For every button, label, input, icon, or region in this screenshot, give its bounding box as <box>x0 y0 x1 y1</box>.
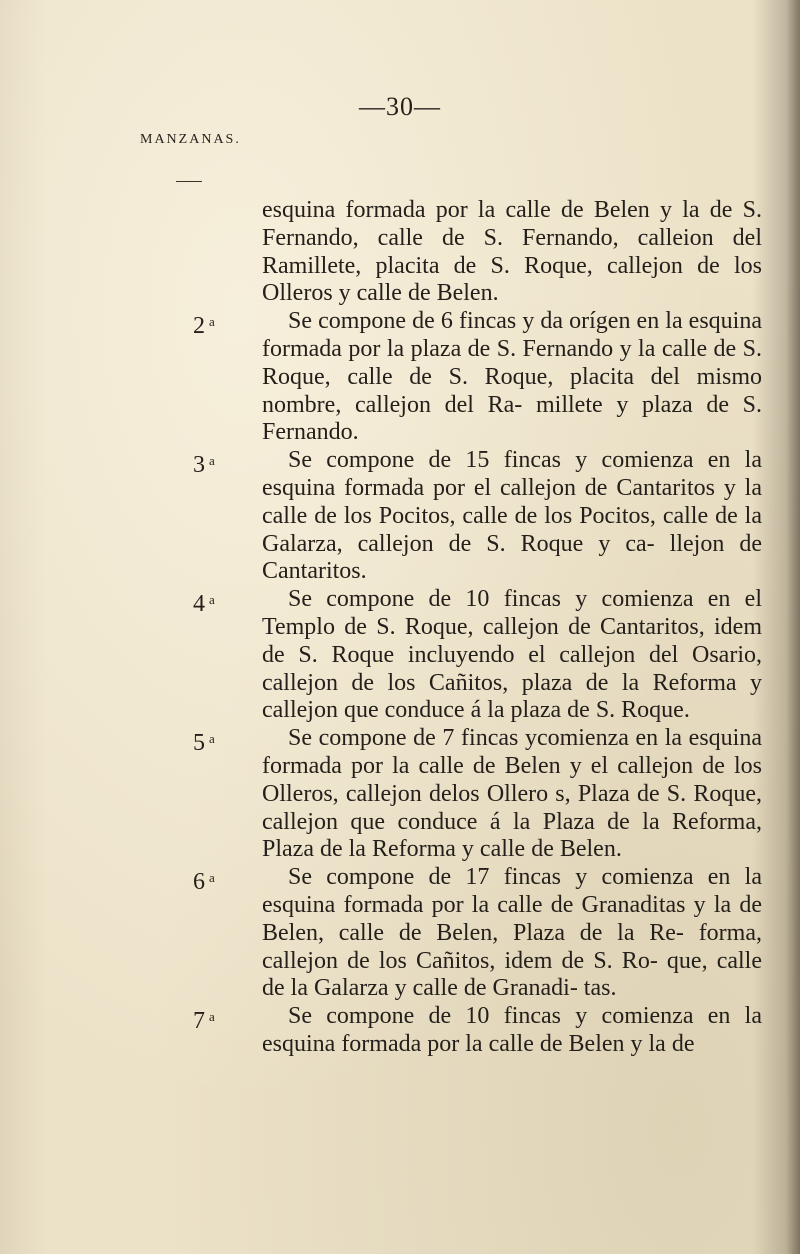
ordinal-number: 4 <box>193 591 205 618</box>
section-divider <box>176 181 202 182</box>
entry-ordinal <box>193 725 215 758</box>
ordinal-number: 2 <box>193 313 205 340</box>
entry-continuation <box>0 197 800 308</box>
page-edge-shadow <box>786 0 800 1254</box>
entry-text: Se compone de 10 fincas y comienza en la esquina formada por la calle de Belen y la de <box>262 1003 762 1057</box>
entry-ordinal <box>193 308 215 341</box>
ordinal-suffix: a <box>209 592 215 608</box>
ordinal-number: 7 <box>193 1008 205 1035</box>
entry-2 <box>0 308 800 447</box>
entry-text: Se compone de 10 fincas y comienza en el Templo de S. Roque, callejon de Cantaritos, idem de S. Roque incluyendo el callejon del Osario, callejon de los Cañitos, plaza de la Reforma y callejon que conduce á la plaza de S. Roque. <box>262 586 762 724</box>
page-number: —30— <box>359 92 441 121</box>
entry-4 <box>0 586 800 725</box>
entry-5 <box>0 725 800 864</box>
entry-7 <box>0 1003 800 1059</box>
entry-text: Se compone de 7 fincas ycomienza en la esquina formada por la calle de Belen y el callejon de los Olleros, callejon delos Ollero s, Plaza de S. Roque, callejon que conduce á la Plaza de la Reforma, Plaza de la Reforma y calle de Belen. <box>262 725 762 863</box>
entries-list <box>0 197 800 1059</box>
entry-6 <box>0 864 800 1003</box>
ordinal-number: 3 <box>193 452 205 479</box>
entry-ordinal <box>193 1003 215 1036</box>
entry-text: Se compone de 15 fincas y comienza en la esquina formada por el callejon de Cantaritos y la calle de los Pocitos, calle de los Pocitos, calle de la Galarza, callejon de S. Roque y ca- llejon de Cantaritos. <box>262 447 762 585</box>
ordinal-suffix: a <box>209 870 215 886</box>
ordinal-suffix: a <box>209 314 215 330</box>
section-label: MANZANAS. <box>140 132 241 147</box>
entry-text: Se compone de 17 fincas y comienza en la esquina formada por la calle de Granaditas y la de Belen, calle de Belen, Plaza de la Re- forma, callejon de los Cañitos, idem de S. Ro- que, calle de la Galarza y calle de Granadi- tas. <box>262 864 762 1002</box>
ordinal-number: 6 <box>193 869 205 896</box>
entry-ordinal <box>193 586 215 619</box>
entry-text: Se compone de 6 fincas y da orígen en la esquina formada por la plaza de S. Fernando y la calle de S. Roque, calle de S. Roque, placita del mismo nombre, callejon del Ra- millete y plaza de S. Fernando. <box>262 308 762 446</box>
ordinal-number: 5 <box>193 730 205 757</box>
entry-3 <box>0 447 800 586</box>
entry-text: esquina formada por la calle de Belen y la de S. Fernando, calle de S. Fernando, calleion del Ramillete, placita de S. Roque, callejon de los Olleros y calle de Belen. <box>262 197 762 307</box>
entry-ordinal <box>193 447 215 480</box>
ordinal-suffix: a <box>209 453 215 469</box>
entry-ordinal <box>193 864 215 897</box>
ordinal-suffix: a <box>209 731 215 747</box>
ordinal-suffix: a <box>209 1009 215 1025</box>
